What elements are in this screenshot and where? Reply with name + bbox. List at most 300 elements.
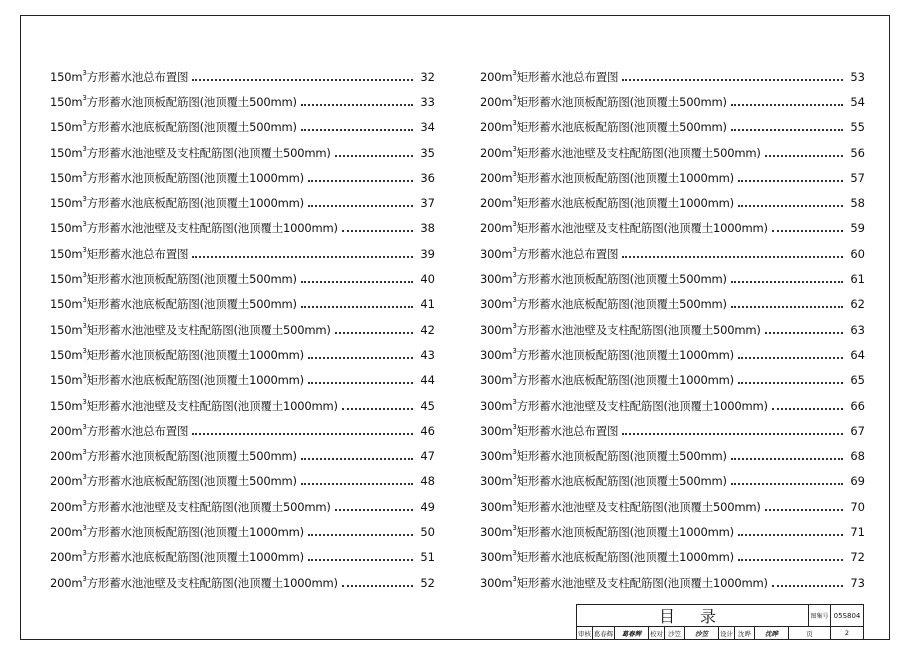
toc-entry-volume: 150m	[50, 221, 83, 236]
toc-leader-dots	[301, 129, 413, 131]
toc-entry	[480, 317, 865, 342]
toc-entry-superscript: 3	[512, 498, 517, 507]
toc-entry-page: 69	[850, 474, 865, 489]
toc-entry-page: 37	[420, 196, 435, 211]
toc-entry-volume: 300m	[480, 272, 513, 287]
toc-entry-title	[50, 94, 297, 110]
toc-entry-title	[480, 524, 734, 540]
toc-entry	[480, 443, 865, 468]
toc-entry-superscript: 3	[512, 574, 517, 583]
check-label: 校对	[649, 627, 665, 639]
toc-entry-superscript: 3	[82, 144, 87, 153]
toc-entry-volume: 300m	[480, 322, 513, 337]
toc-entry-name: 矩形蓄水池顶板配筋图(池顶覆土1000mm)	[86, 347, 304, 362]
toc-entry-volume: 200m	[480, 145, 513, 160]
toc-entry-page: 43	[420, 347, 435, 362]
toc-entry	[50, 241, 435, 266]
toc-entry-name: 矩形蓄水池池壁及支柱配筋图(池顶覆土1000mm)	[516, 575, 768, 590]
toc-entry-name: 方形蓄水池底板配筋图(池顶覆土500mm)	[516, 297, 727, 312]
toc-entry-page: 52	[420, 575, 435, 590]
designer-name: 沈晔	[735, 627, 755, 639]
toc-leader-dots	[301, 104, 413, 106]
toc-leader-dots	[738, 534, 843, 536]
toc-entry-volume: 150m	[50, 120, 83, 135]
toc-entry-page: 66	[850, 398, 865, 413]
toc-entry-superscript: 3	[82, 422, 87, 431]
toc-entry-page: 57	[850, 170, 865, 185]
toc-entry-superscript: 3	[82, 271, 87, 280]
toc-entry-volume: 150m	[50, 246, 83, 261]
toc-entry-volume: 300m	[480, 575, 513, 590]
toc-leader-dots	[308, 534, 413, 536]
toc-leader-dots	[342, 408, 413, 410]
toc-entry-page: 44	[420, 373, 435, 388]
toc-entry-title	[50, 372, 304, 388]
toc-entry-page: 59	[850, 221, 865, 236]
toc-entry-title	[50, 246, 188, 262]
toc-entry-name: 方形蓄水池顶板配筋图(池顶覆土500mm)	[86, 449, 297, 464]
toc-entry-superscript: 3	[82, 119, 87, 128]
toc-entry-name: 方形蓄水池池壁及支柱配筋图(池顶覆土1000mm)	[86, 221, 338, 236]
toc-entry-title	[50, 423, 188, 439]
toc-entry-superscript: 3	[82, 498, 87, 507]
toc-entry-page: 36	[420, 170, 435, 185]
toc-entry-volume: 200m	[50, 499, 83, 514]
toc-leader-dots	[731, 458, 843, 460]
toc-entry-volume: 300m	[480, 246, 513, 261]
toc-entry-name: 矩形蓄水池底板配筋图(池顶覆土1000mm)	[516, 196, 734, 211]
toc-leader-dots	[192, 79, 413, 81]
toc-leader-dots	[301, 306, 413, 308]
toc-entry-page: 42	[420, 322, 435, 337]
toc-entry-title	[50, 398, 338, 414]
toc-entry	[480, 165, 865, 190]
toc-leader-dots	[622, 256, 843, 258]
toc-entry-volume: 300m	[480, 297, 513, 312]
toc-entry	[50, 393, 435, 418]
toc-entry-name: 矩形蓄水池池壁及支柱配筋图(池顶覆土500mm)	[516, 145, 761, 160]
toc-entry-superscript: 3	[512, 473, 517, 482]
reviewer-signature: 葛春辉	[615, 627, 649, 639]
toc-entry-title	[50, 347, 304, 363]
toc-right-column	[480, 64, 865, 595]
toc-entry-title	[480, 195, 734, 211]
toc-left-column	[50, 64, 435, 595]
toc-entry-page: 51	[420, 550, 435, 565]
toc-entry-name: 矩形蓄水池底板配筋图(池顶覆土1000mm)	[516, 550, 734, 565]
toc-entry-page: 55	[850, 120, 865, 135]
toc-leader-dots	[731, 129, 843, 131]
toc-entry	[50, 64, 435, 89]
toc-entry-name: 方形蓄水池池壁及支柱配筋图(池顶覆土1000mm)	[86, 575, 338, 590]
toc-entry-name: 矩形蓄水池底板配筋图(池顶覆土500mm)	[516, 474, 727, 489]
toc-entry-page: 45	[420, 398, 435, 413]
toc-leader-dots	[731, 104, 843, 106]
toc-entry-page: 71	[850, 524, 865, 539]
toc-entry-page: 53	[850, 69, 865, 84]
toc-entry-volume: 200m	[50, 575, 83, 590]
toc-entry-page: 70	[850, 499, 865, 514]
toc-entry-volume: 300m	[480, 423, 513, 438]
toc-entry	[50, 519, 435, 544]
toc-entry-volume: 200m	[50, 423, 83, 438]
toc-entry-volume: 200m	[50, 474, 83, 489]
toc-entry-page: 67	[850, 423, 865, 438]
toc-entry-superscript: 3	[82, 574, 87, 583]
toc-entry-title	[50, 322, 331, 338]
toc-entry-page: 64	[850, 347, 865, 362]
toc-entry-name: 方形蓄水池顶板配筋图(池顶覆土500mm)	[516, 272, 727, 287]
toc-entry-volume: 150m	[50, 398, 83, 413]
toc-entry-page: 34	[420, 120, 435, 135]
toc-leader-dots	[342, 585, 413, 587]
toc-entry	[50, 317, 435, 342]
toc-entry-title	[480, 423, 618, 439]
toc-entry	[50, 165, 435, 190]
toc-entry-title	[50, 575, 338, 591]
toc-entry-title	[480, 499, 761, 515]
toc-leader-dots	[772, 585, 843, 587]
toc-entry-title	[480, 170, 734, 186]
toc-entry-volume: 200m	[480, 221, 513, 236]
toc-entry-page: 72	[850, 550, 865, 565]
toc-entry-name: 矩形蓄水池底板配筋图(池顶覆土500mm)	[86, 297, 297, 312]
toc-entry-superscript: 3	[512, 397, 517, 406]
page-label: 页	[789, 627, 831, 639]
toc-entry	[480, 64, 865, 89]
toc-entry-superscript: 3	[512, 422, 517, 431]
toc-leader-dots	[192, 433, 413, 435]
toc-entry-volume: 150m	[50, 94, 83, 109]
toc-entry-name: 方形蓄水池总布置图	[516, 246, 619, 261]
toc-entry	[480, 469, 865, 494]
toc-leader-dots	[308, 180, 413, 182]
toc-entry-page: 63	[850, 322, 865, 337]
toc-entry-title	[50, 69, 188, 85]
toc-leader-dots	[738, 205, 843, 207]
toc-entry-name: 矩形蓄水池顶板配筋图(池顶覆土500mm)	[516, 94, 727, 109]
toc-leader-dots	[308, 559, 413, 561]
toc-entry	[480, 418, 865, 443]
toc-entry-superscript: 3	[512, 321, 517, 330]
toc-entry-page: 61	[850, 272, 865, 287]
toc-entry-superscript: 3	[512, 549, 517, 558]
toc-entry-superscript: 3	[82, 93, 87, 102]
toc-entry-title	[480, 398, 768, 414]
toc-leader-dots	[192, 256, 413, 258]
toc-entry-name: 方形蓄水池底板配筋图(池顶覆土1000mm)	[86, 196, 304, 211]
toc-entry-name: 方形蓄水池顶板配筋图(池顶覆土1000mm)	[86, 524, 304, 539]
toc-entry-page: 68	[850, 449, 865, 464]
toc-entry-name: 矩形蓄水池顶板配筋图(池顶覆土500mm)	[86, 272, 297, 287]
toc-leader-dots	[301, 483, 413, 485]
toc-entry-name: 方形蓄水池底板配筋图(池顶覆土500mm)	[86, 120, 297, 135]
toc-entry-superscript: 3	[82, 220, 87, 229]
toc-entry-volume: 300m	[480, 449, 513, 464]
toc-entry-page: 38	[420, 221, 435, 236]
atlas-number-label: 图集号	[809, 605, 831, 626]
toc-entry-title	[50, 145, 331, 161]
toc-entry	[480, 89, 865, 114]
toc-leader-dots	[335, 155, 413, 157]
atlas-number: 05S804	[833, 611, 861, 620]
toc-entry	[50, 266, 435, 291]
toc-entry-volume: 300m	[480, 550, 513, 565]
toc-entry-title	[480, 549, 734, 565]
toc-entry-superscript: 3	[512, 195, 517, 204]
toc-leader-dots	[738, 357, 843, 359]
toc-entry-name: 方形蓄水池底板配筋图(池顶覆土1000mm)	[86, 550, 304, 565]
toc-entry-page: 60	[850, 246, 865, 261]
toc-entry	[480, 216, 865, 241]
toc-entry-volume: 150m	[50, 196, 83, 211]
toc-entry-title	[480, 448, 727, 464]
toc-entry-title	[480, 296, 727, 312]
toc-entry	[480, 266, 865, 291]
toc-entry-volume: 150m	[50, 373, 83, 388]
toc-entry-superscript: 3	[82, 448, 87, 457]
toc-leader-dots	[731, 281, 843, 283]
toc-entry-page: 49	[420, 499, 435, 514]
toc-entry-superscript: 3	[82, 296, 87, 305]
toc-entry-superscript: 3	[512, 119, 517, 128]
toc-entry-title	[50, 499, 331, 515]
toc-entry-title	[480, 473, 727, 489]
toc-entry-name: 方形蓄水池池壁及支柱配筋图(池顶覆土500mm)	[86, 499, 331, 514]
toc-leader-dots	[342, 230, 413, 232]
toc-entry-superscript: 3	[82, 346, 87, 355]
toc-leader-dots	[765, 155, 843, 157]
toc-entry-name: 矩形蓄水池顶板配筋图(池顶覆土1000mm)	[516, 170, 734, 185]
toc-entry-superscript: 3	[512, 68, 517, 77]
toc-entry	[480, 545, 865, 570]
toc-entry-superscript: 3	[512, 93, 517, 102]
toc-entry	[480, 190, 865, 215]
toc-entry-page: 65	[850, 373, 865, 388]
toc-entry-page: 73	[850, 575, 865, 590]
toc-entry-superscript: 3	[512, 448, 517, 457]
toc-entry	[480, 342, 865, 367]
toc-entry-page: 62	[850, 297, 865, 312]
toc-entry-superscript: 3	[82, 549, 87, 558]
toc-leader-dots	[335, 509, 413, 511]
toc-entry	[480, 140, 865, 165]
toc-entry-title	[50, 549, 304, 565]
toc-entry	[50, 115, 435, 140]
toc-entry-title	[480, 322, 761, 338]
checker-name: 沙笠	[665, 627, 685, 639]
toc-entry	[50, 89, 435, 114]
toc-entry-superscript: 3	[82, 473, 87, 482]
toc-leader-dots	[335, 332, 413, 334]
toc-entry-page: 35	[420, 145, 435, 160]
designer-signature: 沈晔	[755, 627, 789, 639]
toc-entry-volume: 200m	[480, 120, 513, 135]
toc-entry-page: 41	[420, 297, 435, 312]
toc-entry-title	[480, 271, 727, 287]
toc-entry-name: 方形蓄水池底板配筋图(池顶覆土1000mm)	[516, 373, 734, 388]
toc-entry-name: 方形蓄水池总布置图	[86, 69, 189, 84]
page-number: 2	[844, 629, 850, 637]
toc-entry-name: 矩形蓄水池池壁及支柱配筋图(池顶覆土1000mm)	[516, 221, 768, 236]
toc-entry-title	[50, 473, 297, 489]
toc-entry-name: 方形蓄水池顶板配筋图(池顶覆土500mm)	[86, 94, 297, 109]
toc-entry	[480, 519, 865, 544]
toc-entry-volume: 200m	[480, 94, 513, 109]
toc-entry-superscript: 3	[512, 169, 517, 178]
toc-entry-name: 矩形蓄水池顶板配筋图(池顶覆土1000mm)	[516, 524, 734, 539]
toc-entry-superscript: 3	[82, 169, 87, 178]
toc-entry-name: 矩形蓄水池总布置图	[86, 246, 189, 261]
toc-entry-superscript: 3	[512, 296, 517, 305]
toc-entry-title	[50, 524, 304, 540]
toc-entry-superscript: 3	[82, 245, 87, 254]
toc-entry-volume: 150m	[50, 347, 83, 362]
toc-entry-superscript: 3	[82, 397, 87, 406]
toc-entry-volume: 200m	[480, 170, 513, 185]
toc-entry-name: 矩形蓄水池池壁及支柱配筋图(池顶覆土1000mm)	[86, 398, 338, 413]
toc-entry-page: 58	[850, 196, 865, 211]
toc-entry-page: 47	[420, 449, 435, 464]
toc-entry-superscript: 3	[512, 245, 517, 254]
toc-entry-title	[480, 119, 727, 135]
toc-entry-title	[480, 69, 618, 85]
toc-entry-superscript: 3	[82, 68, 87, 77]
toc-entry-page: 40	[420, 272, 435, 287]
toc-entry-volume: 200m	[50, 524, 83, 539]
toc-leader-dots	[308, 205, 413, 207]
toc-leader-dots	[731, 483, 843, 485]
toc-entry-volume: 150m	[50, 297, 83, 312]
toc-entry-volume: 300m	[480, 347, 513, 362]
toc-entry	[50, 545, 435, 570]
toc-entry-name: 方形蓄水池顶板配筋图(池顶覆土1000mm)	[86, 170, 304, 185]
toc-entry-name: 矩形蓄水池底板配筋图(池顶覆土500mm)	[516, 120, 727, 135]
toc-entry-name: 方形蓄水池总布置图	[86, 423, 189, 438]
toc-entry-volume: 200m	[50, 449, 83, 464]
toc-entry-volume: 150m	[50, 69, 83, 84]
toc-entry-volume: 300m	[480, 373, 513, 388]
toc-entry-superscript: 3	[512, 271, 517, 280]
toc-entry-volume: 200m	[480, 69, 513, 84]
toc-entry	[50, 190, 435, 215]
toc-leader-dots	[738, 382, 843, 384]
toc-entry-title	[480, 575, 768, 591]
toc-entry-name: 矩形蓄水池池壁及支柱配筋图(池顶覆土500mm)	[86, 322, 331, 337]
toc-leader-dots	[738, 559, 843, 561]
toc-entry-name: 方形蓄水池池壁及支柱配筋图(池顶覆土500mm)	[516, 322, 761, 337]
toc-entry-name: 方形蓄水池池壁及支柱配筋图(池顶覆土1000mm)	[516, 398, 768, 413]
toc-entry-superscript: 3	[82, 195, 87, 204]
toc-entry-volume: 150m	[50, 170, 83, 185]
toc-leader-dots	[622, 79, 843, 81]
toc-entry-name: 矩形蓄水池池壁及支柱配筋图(池顶覆土500mm)	[516, 499, 761, 514]
toc-entry-superscript: 3	[82, 321, 87, 330]
toc-entry	[480, 241, 865, 266]
toc-entry	[50, 292, 435, 317]
toc-leader-dots	[738, 180, 843, 182]
toc-entry	[480, 393, 865, 418]
toc-entry-title	[50, 170, 304, 186]
toc-entry-page: 33	[420, 94, 435, 109]
toc-entry-title	[50, 220, 338, 236]
toc-entry-volume: 300m	[480, 499, 513, 514]
toc-entry-title	[480, 347, 734, 363]
toc-entry	[50, 443, 435, 468]
toc-entry-page: 50	[420, 524, 435, 539]
toc-entry	[480, 292, 865, 317]
toc-entry-volume: 150m	[50, 145, 83, 160]
toc-entry	[50, 368, 435, 393]
toc-entry-superscript: 3	[512, 346, 517, 355]
review-label: 审核	[577, 627, 593, 639]
checker-signature: 沙笠	[685, 627, 719, 639]
reviewer-name: 葛春辉	[593, 627, 615, 639]
toc-entry-title	[50, 119, 297, 135]
toc-entry	[50, 216, 435, 241]
toc-entry-name: 矩形蓄水池总布置图	[516, 423, 619, 438]
toc-entry	[480, 368, 865, 393]
toc-entry-volume: 200m	[50, 550, 83, 565]
toc-entry-superscript: 3	[512, 144, 517, 153]
toc-entry	[50, 494, 435, 519]
toc-entry	[50, 469, 435, 494]
toc-entry-superscript: 3	[512, 372, 517, 381]
toc-entry-title	[50, 195, 304, 211]
toc-leader-dots	[731, 306, 843, 308]
title-block	[576, 604, 864, 640]
toc-entry-volume: 150m	[50, 322, 83, 337]
toc-entry	[50, 570, 435, 595]
toc-leader-dots	[772, 230, 843, 232]
toc-entry-volume: 300m	[480, 474, 513, 489]
toc-leader-dots	[301, 281, 413, 283]
design-label: 设计	[719, 627, 735, 639]
toc-entry	[480, 115, 865, 140]
toc-entry-page: 56	[850, 145, 865, 160]
toc-entry-volume: 300m	[480, 524, 513, 539]
toc-entry-title	[480, 246, 618, 262]
toc-entry-volume: 300m	[480, 398, 513, 413]
toc-entry	[50, 418, 435, 443]
toc-entry-title	[50, 271, 297, 287]
toc-leader-dots	[301, 458, 413, 460]
toc-entry-title	[480, 145, 761, 161]
toc-entry-name: 方形蓄水池底板配筋图(池顶覆土500mm)	[86, 474, 297, 489]
toc-entry-superscript: 3	[82, 523, 87, 532]
toc-entry-name: 矩形蓄水池总布置图	[516, 69, 619, 84]
toc-entry-title	[50, 448, 297, 464]
toc-entry	[480, 570, 865, 595]
toc-entry-title	[50, 296, 297, 312]
toc-entry-name: 方形蓄水池池壁及支柱配筋图(池顶覆土500mm)	[86, 145, 331, 160]
toc-entry-page: 48	[420, 474, 435, 489]
toc-entry-volume: 150m	[50, 272, 83, 287]
toc-entry-superscript: 3	[512, 220, 517, 229]
toc-entry-page: 54	[850, 94, 865, 109]
toc-entry-name: 矩形蓄水池底板配筋图(池顶覆土1000mm)	[86, 373, 304, 388]
toc-leader-dots	[765, 509, 843, 511]
toc-entry	[50, 140, 435, 165]
toc-entry-page: 46	[420, 423, 435, 438]
title-block-title: 目 录	[577, 605, 809, 626]
toc-leader-dots	[308, 357, 413, 359]
toc-entry-title	[480, 372, 734, 388]
toc-leader-dots	[622, 433, 843, 435]
toc-entry	[480, 494, 865, 519]
toc-entry-superscript: 3	[512, 523, 517, 532]
toc-entry-superscript: 3	[82, 372, 87, 381]
